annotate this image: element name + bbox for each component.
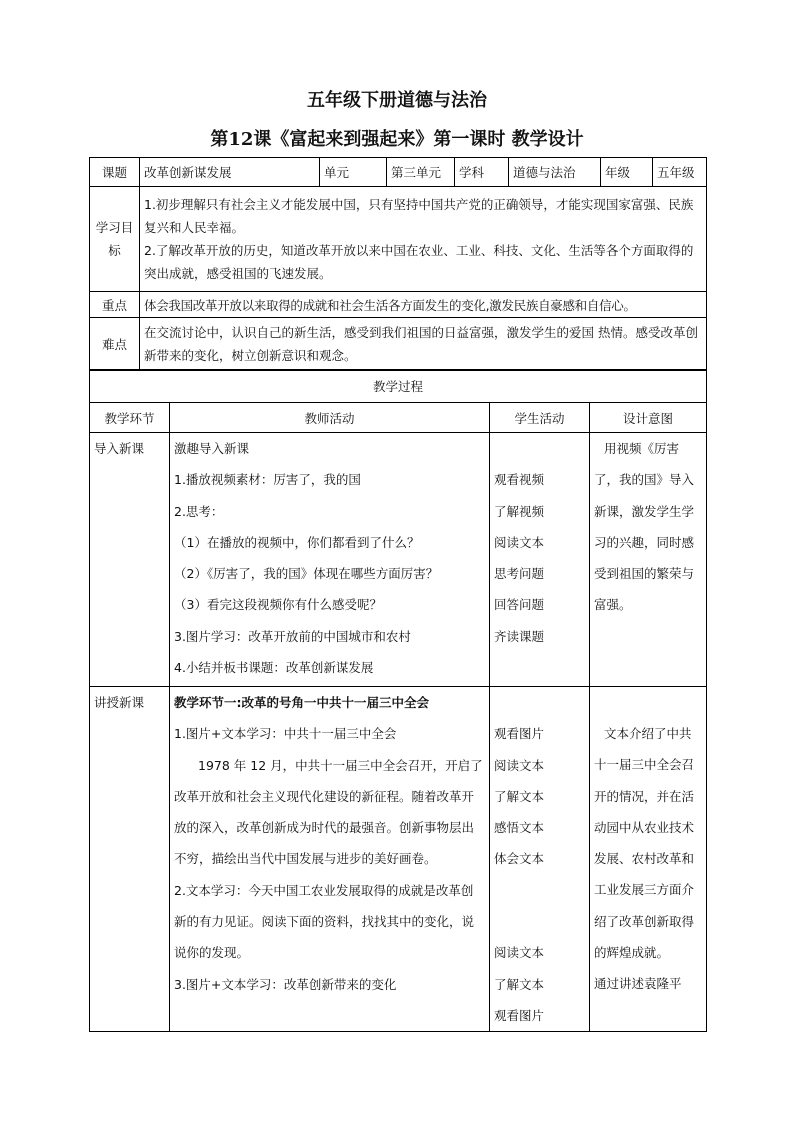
student-line [494,433,585,464]
student-line [494,687,585,718]
student-line: 了解视频 [494,503,545,519]
student-activity [490,433,590,687]
info-row-basic [90,158,707,187]
teacher-paragraph: 1978 年 12 月，中共十一届三中全会召开，开启了改革开放和社会主义现代化建设的新征程。随着改革开放的深入，改革创新成为时代的最强音。创新事物层出不穷，描绘出当代中国发展与进步的美好画卷。 [174,757,483,867]
process-heading: 教学过程 [90,370,707,403]
intent-paragraph: 文本介绍了中共十一届三中全会召开的情况，并在活动园中从农业技术发展、农村改革和工业发展三方面介绍了改革创新取得的辉煌成就。 [594,726,695,961]
lesson-title: 第12课《富起来到强起来》第一课时 教学设计 [210,129,584,150]
column-header: 教学环节 [90,403,170,433]
goals-content [140,187,707,292]
unit-value: 第三单元 [387,158,455,187]
info-row-key [90,292,707,318]
teacher-heading: 教学环节一:改革的号角一中共十一届三中全会 [174,695,429,710]
key-label: 重点 [90,292,140,318]
subject-value: 道德与法治 [509,158,601,187]
unit-label: 单元 [320,158,387,187]
design-intent: 用视频《厉害了，我的国》导入新课，激发学生学习的兴趣，同时感受到祖国的繁荣与富强。 [590,433,707,687]
section-name: 讲授新课 [90,687,170,1032]
column-header: 学生活动 [490,403,590,433]
grade-label: 年级 [601,158,653,187]
section-row-new-lesson [90,687,707,1032]
teacher-item: 2.文本学习：今天中国工农业发展取得的成就是改革创新的有力见证。阅读下面的资料，找找其中的变化，说说你的发现。 [174,882,475,961]
section-row-intro [90,433,707,687]
teacher-line: （2）《厉害了，我的国》体现在哪些方面厉害？ [174,566,439,582]
teacher-line: 2.思考： [174,503,224,519]
topic-label: 课题 [90,158,140,187]
student-line: 了解文本 [494,788,545,804]
goal-item: 2.了解改革开放的历史，知道改革开放以来中国在农业、工业、科技、文化、生活等各个方面取得的突出成就，感受祖国的飞速发展。 [144,243,694,281]
student-line: 体会文本 [494,851,545,867]
grade-value: 五年级 [653,158,707,187]
design-intent [590,687,707,1032]
student-activity [490,687,590,1032]
teacher-line: 1.播放视频素材：厉害了，我的国 [174,472,361,488]
info-row-difficulty [90,318,707,371]
teacher-item: 3.图片+文本学习：改革创新带来的变化 [174,976,397,992]
document-title: 五年级下册道德与法治 [307,90,487,111]
difficulty-content: 在交流讨论中，认识自己的新生活，感受到我们祖国的日益富强，激发学生的爱国 热情。感受改革创新带来的变化，树立创新意识和观念。 [140,318,707,371]
topic-value: 改革创新谋发展 [140,158,320,187]
student-line [494,875,585,906]
goals-label: 学习目标 [90,187,140,292]
goal-item: 1.初步理解只有社会主义才能发展中国，只有坚持中国共产党的正确领导，才能实现国家富强、民族复兴和人民幸福。 [144,197,694,235]
column-header: 教师活动 [170,403,490,433]
key-content: 体会我国改革开放以来取得的成就和社会生活各方面发生的变化,激发民族自豪感和自信心。 [140,292,707,318]
section-name: 导入新课 [90,433,170,687]
student-line: 阅读文本 [494,757,545,773]
teacher-item: 1.图片+文本学习：中共十一届三中全会 [174,726,397,742]
teacher-line: 激趣导入新课 [174,441,250,456]
process-heading-row [90,370,707,403]
student-line: 阅读文本 [494,945,545,961]
student-line: 观看视频 [494,472,545,488]
teacher-activity [170,687,490,1032]
subject-label: 学科 [455,158,509,187]
teacher-line: 3.图片学习：改革开放前的中国城市和农村 [174,628,411,644]
student-line [494,906,585,937]
teacher-activity [170,433,490,687]
teacher-line: 4.小结并板书课题：改革创新谋发展 [174,660,374,676]
student-line: 回答问题 [494,597,545,613]
student-line: 齐读课题 [494,628,545,644]
student-line: 阅读文本 [494,534,545,550]
lesson-info-table [89,157,707,371]
student-line: 观看图片 [494,1007,545,1023]
teacher-line: （1）在播放的视频中，你们都看到了什么？ [174,534,420,550]
teacher-line: （3）看完这段视频你有什么感受呢？ [174,597,382,613]
info-row-goals [90,187,707,292]
intent-paragraph: 通过讲述袁隆平 [594,976,682,992]
student-line: 了解文本 [494,976,545,992]
difficulty-label: 难点 [90,318,140,371]
process-header-row [90,403,707,433]
student-line [494,652,585,683]
student-line: 感悟文本 [494,820,545,836]
column-header: 设计意图 [590,403,707,433]
student-line: 观看图片 [494,726,545,742]
student-line: 思考问题 [494,566,545,582]
teaching-process-table [89,369,707,1032]
